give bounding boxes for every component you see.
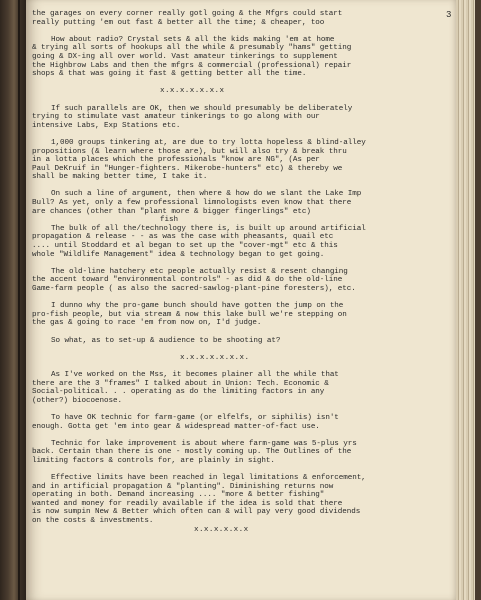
text-line: enough. Gotta get 'em into gear & widespread matter-of-fact use. [32, 422, 320, 431]
book-binding [18, 0, 20, 600]
text-line: operating in both. Demand increasing .... "more & better fishing" [32, 491, 325, 500]
text-line: shall be making better time, I take it. [32, 173, 208, 182]
blank-line [32, 79, 450, 88]
section-divider: x.x.x.x.x.x [194, 525, 249, 534]
text-line: propagation & release - - as was the case with pheasants, quail etc [32, 233, 334, 242]
text-line: there are the 3 "frames" I talked about in Union: Tech. Economic & [32, 379, 329, 388]
blank-line [32, 431, 450, 440]
text-line: are chances (other than "plant more & bigger fingerlings" etc) [32, 207, 311, 216]
text-line: As I've worked on the Mss, it becomes plainer all the while that [51, 370, 339, 379]
text-line: 1,000 groups tinkering at, are due to try lotta hopeless & blind-alley [51, 138, 366, 147]
text-line: Paul DeKruif in "Hunger-fighters. Mikerobe-hunters" etc) & thereby we [32, 164, 343, 173]
text-line: trying to stimulate vast amateur tinkerings to go along with our [32, 113, 320, 122]
text-line: Game-farm people ( as also the sacred-sawlog-plant-pine foresters), etc. [32, 285, 356, 293]
text-line: If such parallels are OK, then we should presumably be deliberately [51, 104, 353, 113]
text-line: limiting factors & controls for, are plainly in sight. [32, 456, 275, 465]
blank-line [32, 294, 450, 303]
text-line: So what, as to set-up & audience to be shooting at? [51, 336, 281, 345]
text-line: Technic for lake improvement is about where farm-game was 5-plus yrs [51, 439, 357, 448]
text-line: in a lotta places which the professionals "know are NG", (As per [32, 156, 320, 165]
text-line: & trying all sorts of hookups all the while & presumably "hams" getting [32, 44, 352, 53]
text-line: really putting 'em out fast & better all the time; & cheaper, too [32, 18, 325, 27]
text-line: pro-fish people, but via stream & now this lake bull we're stepping on [32, 310, 347, 319]
section-divider: x.x.x.x.x.x.x [160, 87, 225, 96]
text-line: the accent toward "environmental controls" - as did & do the old-line [32, 276, 343, 285]
blank-line [32, 328, 450, 337]
text-line: .... until Stoddard et al began to set up the "cover-mgt" etc & this [32, 242, 338, 251]
text-line: propositions (& learn where those are), but will also try & break thru [32, 147, 347, 156]
typewritten-text [32, 10, 450, 534]
blank-line [32, 345, 450, 354]
text-line: I dunno why the pro-game bunch should have gotten the jump on the [51, 302, 344, 311]
text-line: wanted and money for readily available if the idea is sold that there [32, 499, 343, 508]
text-line: back. Certain than there is one - mostly coming up. The Outlines of the [32, 448, 352, 457]
text-line: Effective limits have been reached in legal limitations & enforcement, [51, 474, 366, 483]
text-line: going & DX-ing all over world. Vast amateur tinkerings to supplement [32, 52, 338, 61]
text-line: Bull? As yet, only a few professional limnologists even know that there [32, 199, 352, 208]
text-line: the gas & going to race 'em from now on, I'd judge. [32, 319, 262, 328]
blank-line [32, 405, 450, 414]
text-line: Social-political. . . operating as do the limiting factors in any [32, 388, 325, 397]
text-line: (other?) biocoenose. [32, 396, 122, 405]
blank-line [32, 259, 450, 268]
blank-line [32, 130, 450, 139]
blank-line [32, 96, 450, 105]
text-line: on the costs & investments. [32, 517, 154, 526]
text-line: and in artificial propagation & "planting". Diminishing returns now [32, 482, 334, 491]
text-line: whole "Wildlife Management" idea & technology began to get going. [32, 250, 325, 259]
text-line: shops & that was going it fast & getting better all the time. [32, 70, 307, 79]
page-edges [456, 0, 481, 600]
text-line: On such a line of argument, then where & how do we slant the Lake Imp [51, 190, 362, 199]
text-line: the Highbrow Labs and then the mfgrs & commercial (professional) repair [32, 61, 352, 70]
text-line: intensive Labs, Exp Stations etc. [32, 121, 181, 130]
blank-line [32, 182, 450, 191]
blank-line [32, 362, 450, 371]
blank-line [32, 465, 450, 474]
text-line: is now sumpin New & Better which often can & will pay very good dividends [32, 508, 361, 517]
text-line: How about radio? Crystal sets & all the kids making 'em at home [51, 35, 335, 44]
handwritten-insertion: fish [160, 216, 178, 225]
text-line: To have OK technic for farm-game (or elfelfs, or siphilis) isn't [51, 413, 339, 422]
section-divider: x.x.x.x.x.x.x. [180, 353, 250, 362]
blank-line [32, 27, 450, 36]
text-line: The old-line hatchery etc people actually resist & resent changing [51, 267, 348, 276]
page-number: 3 [446, 10, 452, 20]
text-line: the garages on every corner really gotl going & the Mfgrs could start [32, 10, 343, 18]
text-line: The bulk of all the/technology there is, is built up around artificial [51, 224, 366, 233]
